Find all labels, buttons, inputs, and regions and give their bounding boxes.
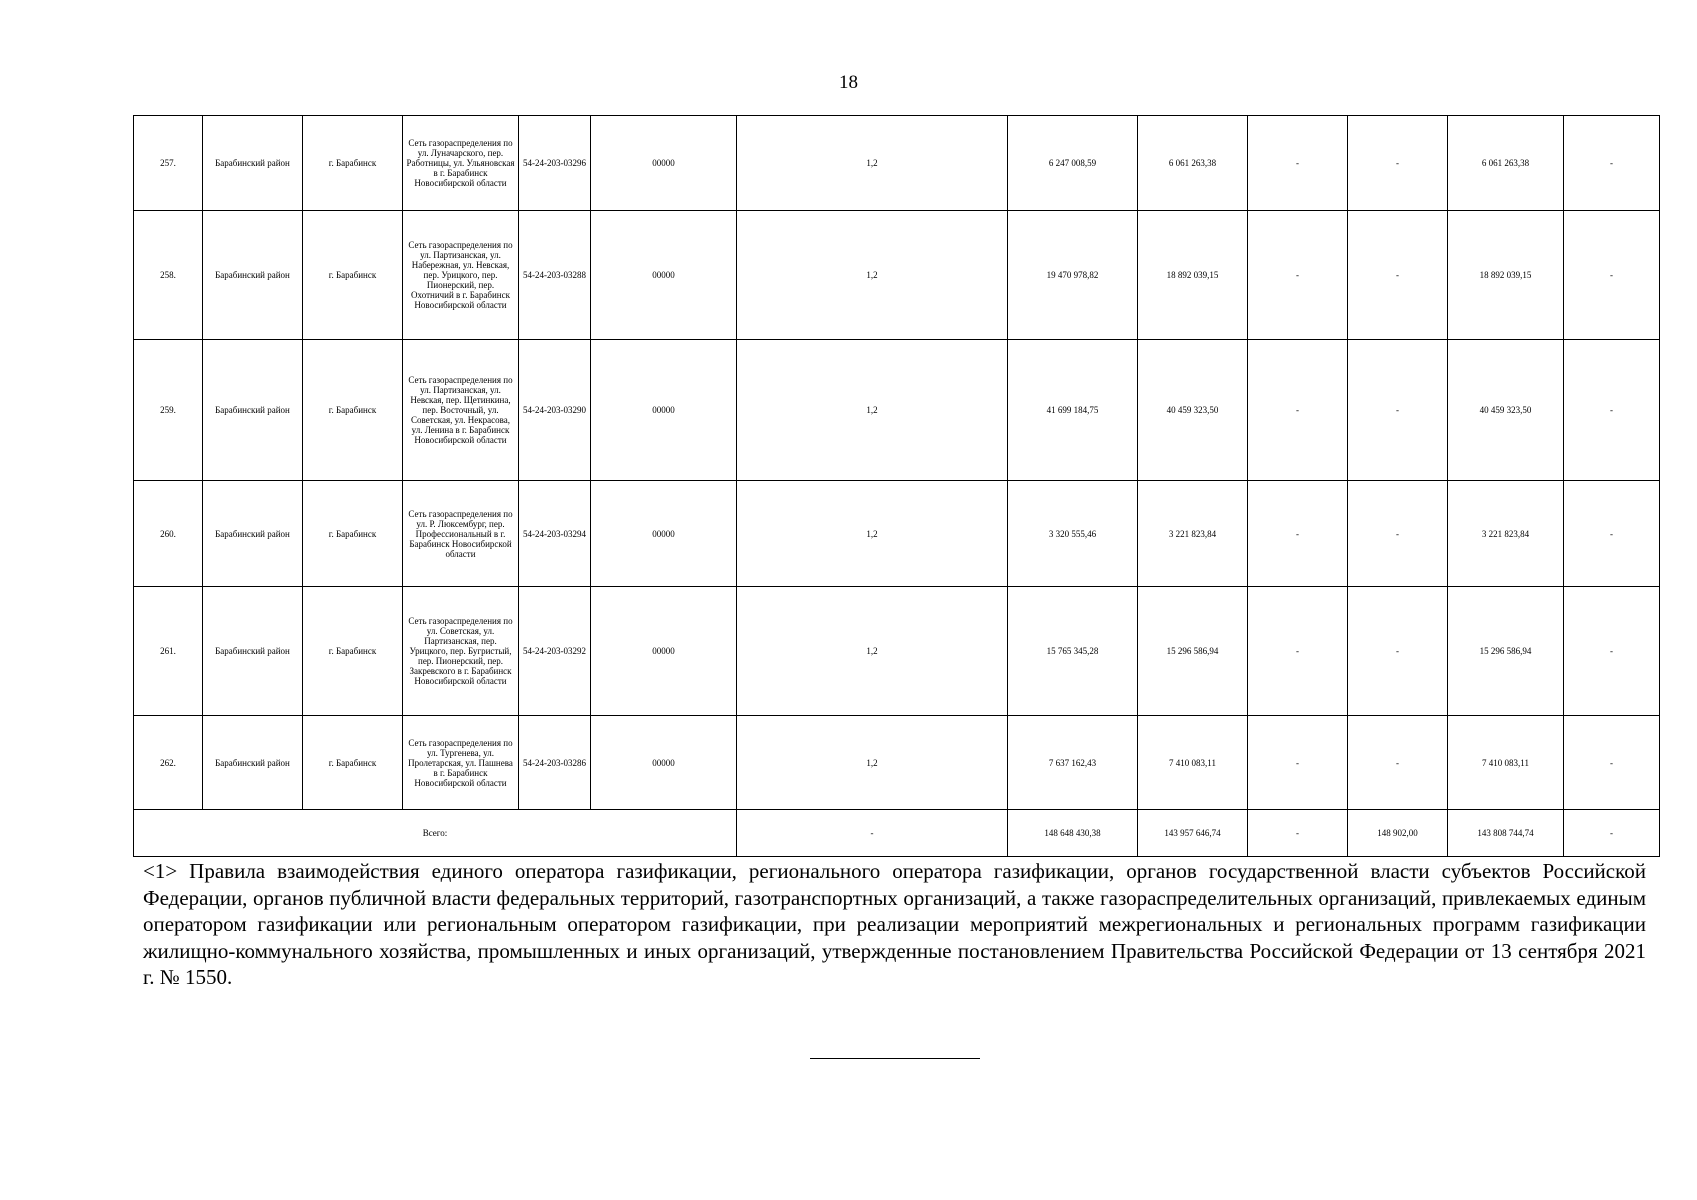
cost-net-cell: 7 410 083,11 xyxy=(1138,716,1248,810)
district-cell: Барабинский район xyxy=(203,116,303,211)
total-col10: - xyxy=(1248,810,1348,857)
table-row xyxy=(134,587,1660,716)
district-cell: Барабинский район xyxy=(203,211,303,340)
city-cell: г. Барабинск xyxy=(303,587,403,716)
cadastral-number: 54-24-203-03294 xyxy=(519,481,591,587)
cost-total-cell: 19 470 978,82 xyxy=(1008,211,1138,340)
total-cost: 148 648 430,38 xyxy=(1008,810,1138,857)
code-cell: 00000 xyxy=(591,716,737,810)
row-number: 259. xyxy=(134,340,203,481)
total-value: - xyxy=(737,810,1008,857)
code-cell: 00000 xyxy=(591,211,737,340)
col10-cell: - xyxy=(1248,211,1348,340)
city-cell: г. Барабинск xyxy=(303,211,403,340)
code-cell: 00000 xyxy=(591,340,737,481)
cost-total-cell: 15 765 345,28 xyxy=(1008,587,1138,716)
object-description: Сеть газораспределения по ул. Луначарского, пер. Работницы, ул. Ульяновская в г. Барабинск Новосибирской области xyxy=(403,116,519,211)
total-cost-net: 143 957 646,74 xyxy=(1138,810,1248,857)
total-col13: - xyxy=(1564,810,1660,857)
gasification-objects-table xyxy=(133,115,1660,857)
col11-cell: - xyxy=(1348,116,1448,211)
total-col11: 148 902,00 xyxy=(1348,810,1448,857)
cost-total-cell: 6 247 008,59 xyxy=(1008,116,1138,211)
value-cell: 1,2 xyxy=(737,716,1008,810)
object-description: Сеть газораспределения по ул. Партизанская, ул. Невская, пер. Щетинкина, пер. Восточный, ул. Советская, ул. Некрасова, ул. Ленина в г. Барабинск Новосибирской области xyxy=(403,340,519,481)
code-cell: 00000 xyxy=(591,481,737,587)
col13-cell: - xyxy=(1564,340,1660,481)
col13-cell: - xyxy=(1564,587,1660,716)
col10-cell: - xyxy=(1248,587,1348,716)
cost-net-cell: 6 061 263,38 xyxy=(1138,116,1248,211)
cadastral-number: 54-24-203-03288 xyxy=(519,211,591,340)
col11-cell: - xyxy=(1348,587,1448,716)
city-cell: г. Барабинск xyxy=(303,481,403,587)
cost-net-cell: 18 892 039,15 xyxy=(1138,211,1248,340)
footnote: <1> Правила взаимодействия единого оператора газификации, регионального оператора газификации, органов государственной власти субъектов Российской Федерации, органов публичной власти федеральных территорий, газотранспортных организаций, а также газораспределительных организаций, привлекаемых единым оператором газификации или региональным оператором газификации, при реализации мероприятий межрегиональных и региональных программ газификации жилищно-коммунального хозяйства, промышленных и иных организаций, утвержденные постановлением Правительства Российской Федерации от 13 сентября 2021 г. № 1550. xyxy=(143,859,1646,989)
col12-cell: 18 892 039,15 xyxy=(1448,211,1564,340)
district-cell: Барабинский район xyxy=(203,340,303,481)
col12-cell: 40 459 323,50 xyxy=(1448,340,1564,481)
object-description: Сеть газораспределения по ул. Партизанская, ул. Набережная, ул. Невская, пер. Урицкого, пер. Пионерский, пер. Охотничий в г. Барабинск Новосибирской области xyxy=(403,211,519,340)
col10-cell: - xyxy=(1248,716,1348,810)
district-cell: Барабинский район xyxy=(203,481,303,587)
col11-cell: - xyxy=(1348,211,1448,340)
code-cell: 00000 xyxy=(591,116,737,211)
table-row xyxy=(134,116,1660,211)
table-row xyxy=(134,481,1660,587)
value-cell: 1,2 xyxy=(737,481,1008,587)
object-description: Сеть газораспределения по ул. Советская, ул. Партизанская, пер. Урицкого, пер. Бугристый, пер. Пионерский, пер. Закревского в г. Барабинск Новосибирской области xyxy=(403,587,519,716)
value-cell: 1,2 xyxy=(737,340,1008,481)
total-label: Всего: xyxy=(134,810,737,857)
total-col12: 143 808 744,74 xyxy=(1448,810,1564,857)
col13-cell: - xyxy=(1564,116,1660,211)
row-number: 260. xyxy=(134,481,203,587)
col11-cell: - xyxy=(1348,481,1448,587)
city-cell: г. Барабинск xyxy=(303,340,403,481)
col10-cell: - xyxy=(1248,481,1348,587)
col11-cell: - xyxy=(1348,340,1448,481)
cadastral-number: 54-24-203-03296 xyxy=(519,116,591,211)
col13-cell: - xyxy=(1564,481,1660,587)
value-cell: 1,2 xyxy=(737,116,1008,211)
col11-cell: - xyxy=(1348,716,1448,810)
table-row xyxy=(134,716,1660,810)
table-row xyxy=(134,340,1660,481)
row-number: 257. xyxy=(134,116,203,211)
col13-cell: - xyxy=(1564,211,1660,340)
row-number: 258. xyxy=(134,211,203,340)
page-number: 18 xyxy=(839,72,858,93)
city-cell: г. Барабинск xyxy=(303,716,403,810)
row-number: 261. xyxy=(134,587,203,716)
separator-line xyxy=(810,1058,980,1059)
cadastral-number: 54-24-203-03290 xyxy=(519,340,591,481)
cost-net-cell: 15 296 586,94 xyxy=(1138,587,1248,716)
cost-total-cell: 7 637 162,43 xyxy=(1008,716,1138,810)
col12-cell: 15 296 586,94 xyxy=(1448,587,1564,716)
district-cell: Барабинский район xyxy=(203,716,303,810)
col13-cell: - xyxy=(1564,716,1660,810)
col12-cell: 7 410 083,11 xyxy=(1448,716,1564,810)
total-row xyxy=(134,810,1660,857)
cadastral-number: 54-24-203-03292 xyxy=(519,587,591,716)
code-cell: 00000 xyxy=(591,587,737,716)
col10-cell: - xyxy=(1248,340,1348,481)
col10-cell: - xyxy=(1248,116,1348,211)
table-row xyxy=(134,211,1660,340)
cost-total-cell: 41 699 184,75 xyxy=(1008,340,1138,481)
cadastral-number: 54-24-203-03286 xyxy=(519,716,591,810)
row-number: 262. xyxy=(134,716,203,810)
value-cell: 1,2 xyxy=(737,587,1008,716)
district-cell: Барабинский район xyxy=(203,587,303,716)
col12-cell: 6 061 263,38 xyxy=(1448,116,1564,211)
object-description: Сеть газораспределения по ул. Р. Люксембург, пер. Профессиональный в г. Барабинск Новосибирской области xyxy=(403,481,519,587)
city-cell: г. Барабинск xyxy=(303,116,403,211)
cost-total-cell: 3 320 555,46 xyxy=(1008,481,1138,587)
value-cell: 1,2 xyxy=(737,211,1008,340)
col12-cell: 3 221 823,84 xyxy=(1448,481,1564,587)
cost-net-cell: 3 221 823,84 xyxy=(1138,481,1248,587)
cost-net-cell: 40 459 323,50 xyxy=(1138,340,1248,481)
object-description: Сеть газораспределения по ул. Тургенева, ул. Пролетарская, ул. Пашнева в г. Барабинск Новосибирской области xyxy=(403,716,519,810)
